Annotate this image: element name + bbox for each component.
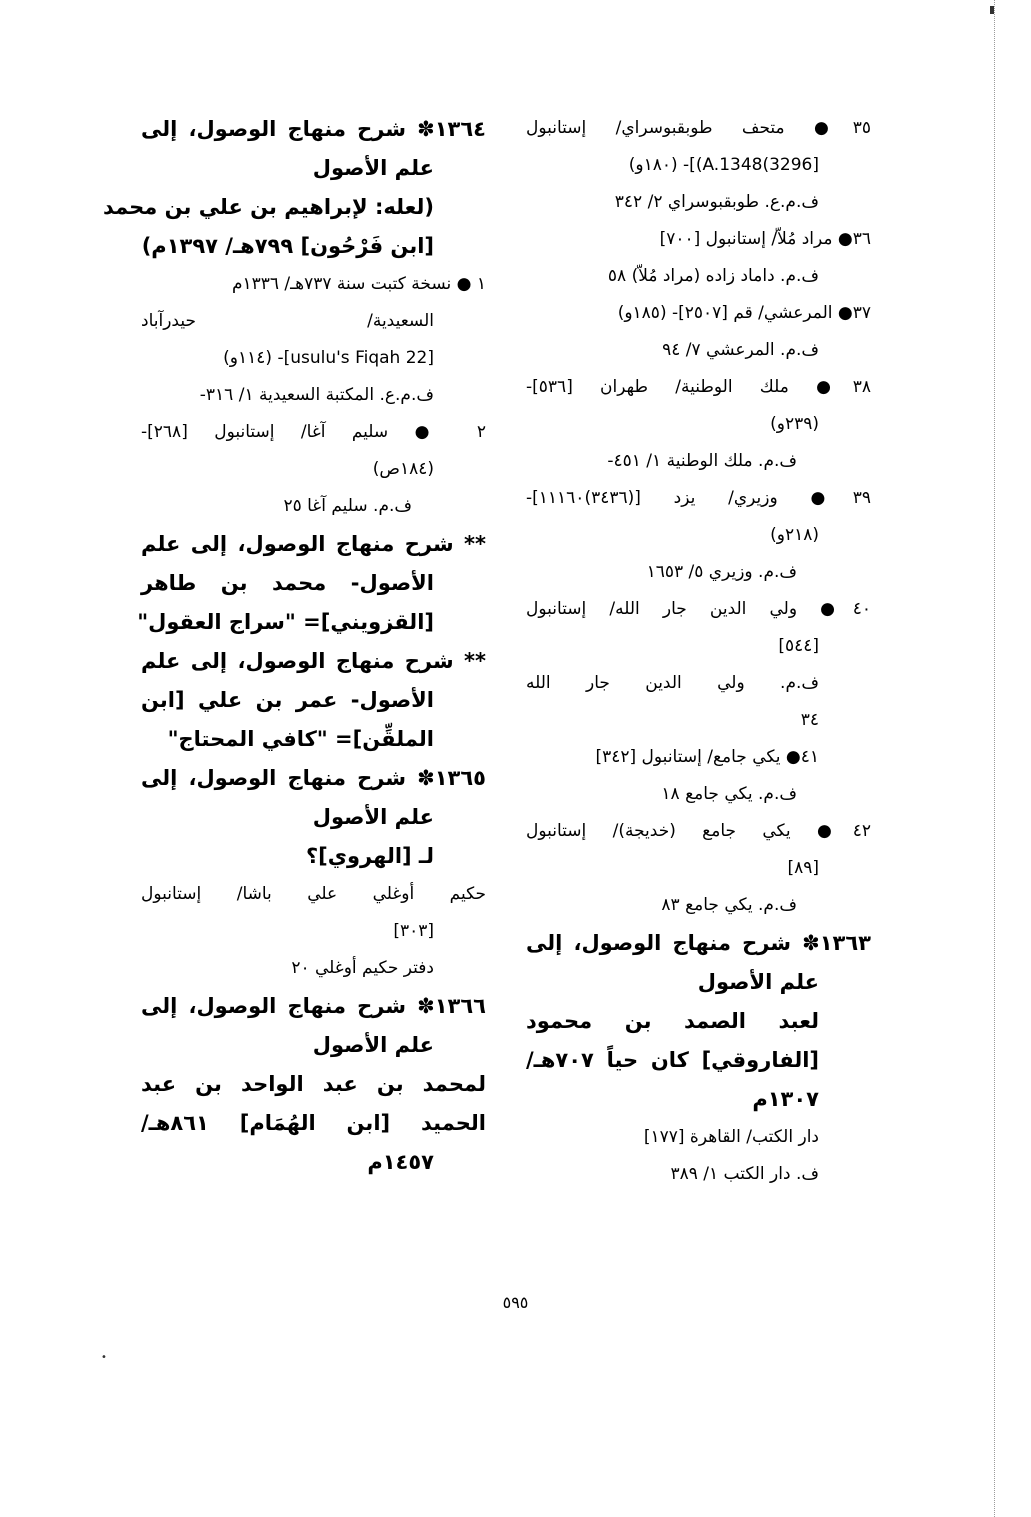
right-column-entry-line: (٢١٨و) bbox=[770, 525, 819, 545]
left-column-entry-line: ف.م. سليم آغا ٢٥ bbox=[283, 496, 412, 516]
right-column-entry-line: ف.م. ولي الدين جار الله bbox=[526, 673, 819, 693]
left-column-entry-line: السعيدية/ حيدرآباد bbox=[141, 311, 434, 331]
page-number: ٥٩٥ bbox=[502, 1293, 529, 1312]
right-column bbox=[526, 110, 871, 1193]
left-column bbox=[102, 110, 486, 1182]
right-column-entry-line: [٥٤٤] bbox=[778, 636, 819, 656]
right-column-entry-line: ف.م. المرعشي ٧/ ٩٤ bbox=[662, 340, 819, 360]
scan-speck: • bbox=[101, 1352, 107, 1363]
right-column-heading-line: لعبد الصمد بن محمود bbox=[526, 1009, 819, 1033]
right-column-entry-line: ف. دار الكتب ١/ ٣٨٩ bbox=[670, 1164, 819, 1184]
left-column-entry-line: ١ ● نسخة كتبت سنة ٧٣٧هـ/ ١٣٣٦م bbox=[231, 274, 486, 294]
right-column-entry-line: ٤١● يكي جامع/ إستانبول [٣٤٢] bbox=[595, 747, 819, 767]
left-column-entry-line: دفتر حكيم أوغلي ٢٠ bbox=[291, 958, 434, 978]
scan-edge-mark bbox=[990, 6, 994, 14]
right-column-entry-line: ف.م. يكي جامع ٨٣ bbox=[661, 895, 797, 915]
left-column-heading-line: لمحمد بن عبد الواحد بن عبد bbox=[141, 1072, 486, 1096]
right-column-entry-line: ٣٥● متحف طوبقبوسراي/ إستانبول bbox=[526, 118, 871, 138]
right-column-entry-line: [٨٩] bbox=[787, 858, 819, 878]
left-column-heading-line: [ابن فَرْحُون] ٧٩٩هـ/ ١٣٩٧م) bbox=[141, 234, 434, 258]
right-column-entry-line: ف.م. داماد زاده (مراد مُلاّ) ٥٨ bbox=[607, 266, 819, 286]
left-column-heading-line: ١٣٦٤✽ شرح منهاج الوصول، إلى bbox=[141, 117, 486, 141]
left-column-heading-line: لـ [الهروي]؟ bbox=[305, 844, 434, 868]
left-column-entry-line: حكيم أوغلي علي باشا/ إستانبول bbox=[141, 884, 486, 904]
right-column-entry-line: ٣٦● مراد مُلاّ/ إستانبول [٧٠٠] bbox=[659, 229, 871, 249]
right-column-entry-line: ٣٤ bbox=[800, 710, 819, 730]
left-column-heading-line: علم الأصول bbox=[312, 805, 434, 829]
left-column-heading-line: علم الأصول bbox=[312, 1033, 434, 1057]
right-column-entry-line: دار الكتب/ القاهرة [١٧٧] bbox=[643, 1127, 819, 1147]
left-column-heading-line: (لعله: لإبراهيم بن علي بن محمد bbox=[102, 195, 434, 219]
right-column-entry-line: ف.م. يكي جامع ١٨ bbox=[661, 784, 797, 804]
left-column-heading-line: ** شرح منهاج الوصول، إلى علم bbox=[141, 649, 486, 673]
right-column-entry-line: ٤٠● ولي الدين جار الله/ إستانبول bbox=[526, 599, 871, 619]
left-column-heading-line: الملقِّن]= "كافي المحتاج" bbox=[167, 727, 434, 751]
left-column-heading-line: ١٣٦٥✽ شرح منهاج الوصول، إلى bbox=[141, 766, 486, 790]
left-column-heading-line: [القزويني]= "سراج العقول" bbox=[137, 610, 434, 634]
right-column-entry-line: ف.م. ملك الوطنية ١/ ٤٥١- bbox=[607, 451, 797, 471]
left-column-heading-line: الأصول- محمد بن طاهر bbox=[141, 571, 434, 595]
left-column-entry-line: ٢ ● سليم آغا/ إستانبول [٢٦٨]- bbox=[141, 422, 486, 442]
right-column-entry-line: ٣٧● المرعشي/ قم [٢٥٠٧]- (١٨٥و) bbox=[617, 303, 871, 323]
left-column-heading-line: علم الأصول bbox=[312, 156, 434, 180]
right-column-heading-line: [الفاروقي] كان حياً ٧٠٧هـ/ bbox=[526, 1048, 819, 1072]
right-column-heading-line: علم الأصول bbox=[697, 970, 819, 994]
left-column-heading-line: الحميد [ابن الهُمَام] ٨٦١هـ/ bbox=[141, 1111, 486, 1135]
right-column-entry-line: ف.م. وزيري ٥/ ١٦٥٣ bbox=[646, 562, 797, 582]
left-column-heading-line: ** شرح منهاج الوصول، إلى علم bbox=[141, 532, 486, 556]
right-column-entry-line: ٣٨● ملك الوطنية/ طهران [٥٣٦]- bbox=[526, 377, 871, 397]
right-column-entry-line: ف.م.ع. طوبقبوسراي ٢/ ٣٤٢ bbox=[614, 192, 819, 212]
left-column-entry-line: ف.م.ع. المكتبة السعيدية ١/ ٣١٦- bbox=[199, 385, 434, 405]
left-column-entry-line: [٣٠٣] bbox=[393, 921, 434, 941]
left-column-entry-line: [usulu's Fiqah 22]- (١١٤و) bbox=[223, 348, 434, 368]
right-column-heading-line: ١٣٦٣✽ شرح منهاج الوصول، إلى bbox=[526, 931, 871, 955]
right-column-entry-line: [3296)A.1348)]- (١٨٠و) bbox=[628, 155, 819, 175]
left-column-heading-line: ١٣٦٦✽ شرح منهاج الوصول، إلى bbox=[141, 994, 486, 1018]
right-column-heading-line: ١٣٠٧م bbox=[752, 1087, 819, 1111]
right-column-entry-line: ٣٩● وزيري/ يزد [(٣٤٣٦)١١١٦٠]- bbox=[526, 488, 871, 508]
left-column-heading-line: الأصول- عمر بن علي [ابن bbox=[141, 688, 434, 712]
left-column-entry-line: (١٨٤ص) bbox=[372, 459, 434, 479]
right-column-entry-line: (٢٣٩و) bbox=[770, 414, 819, 434]
right-column-entry-line: ٤٢● يكي جامع (خديجة)/ إستانبول bbox=[526, 821, 871, 841]
scan-edge-line bbox=[994, 0, 995, 1517]
left-column-heading-line: ١٤٥٧م bbox=[367, 1150, 434, 1174]
